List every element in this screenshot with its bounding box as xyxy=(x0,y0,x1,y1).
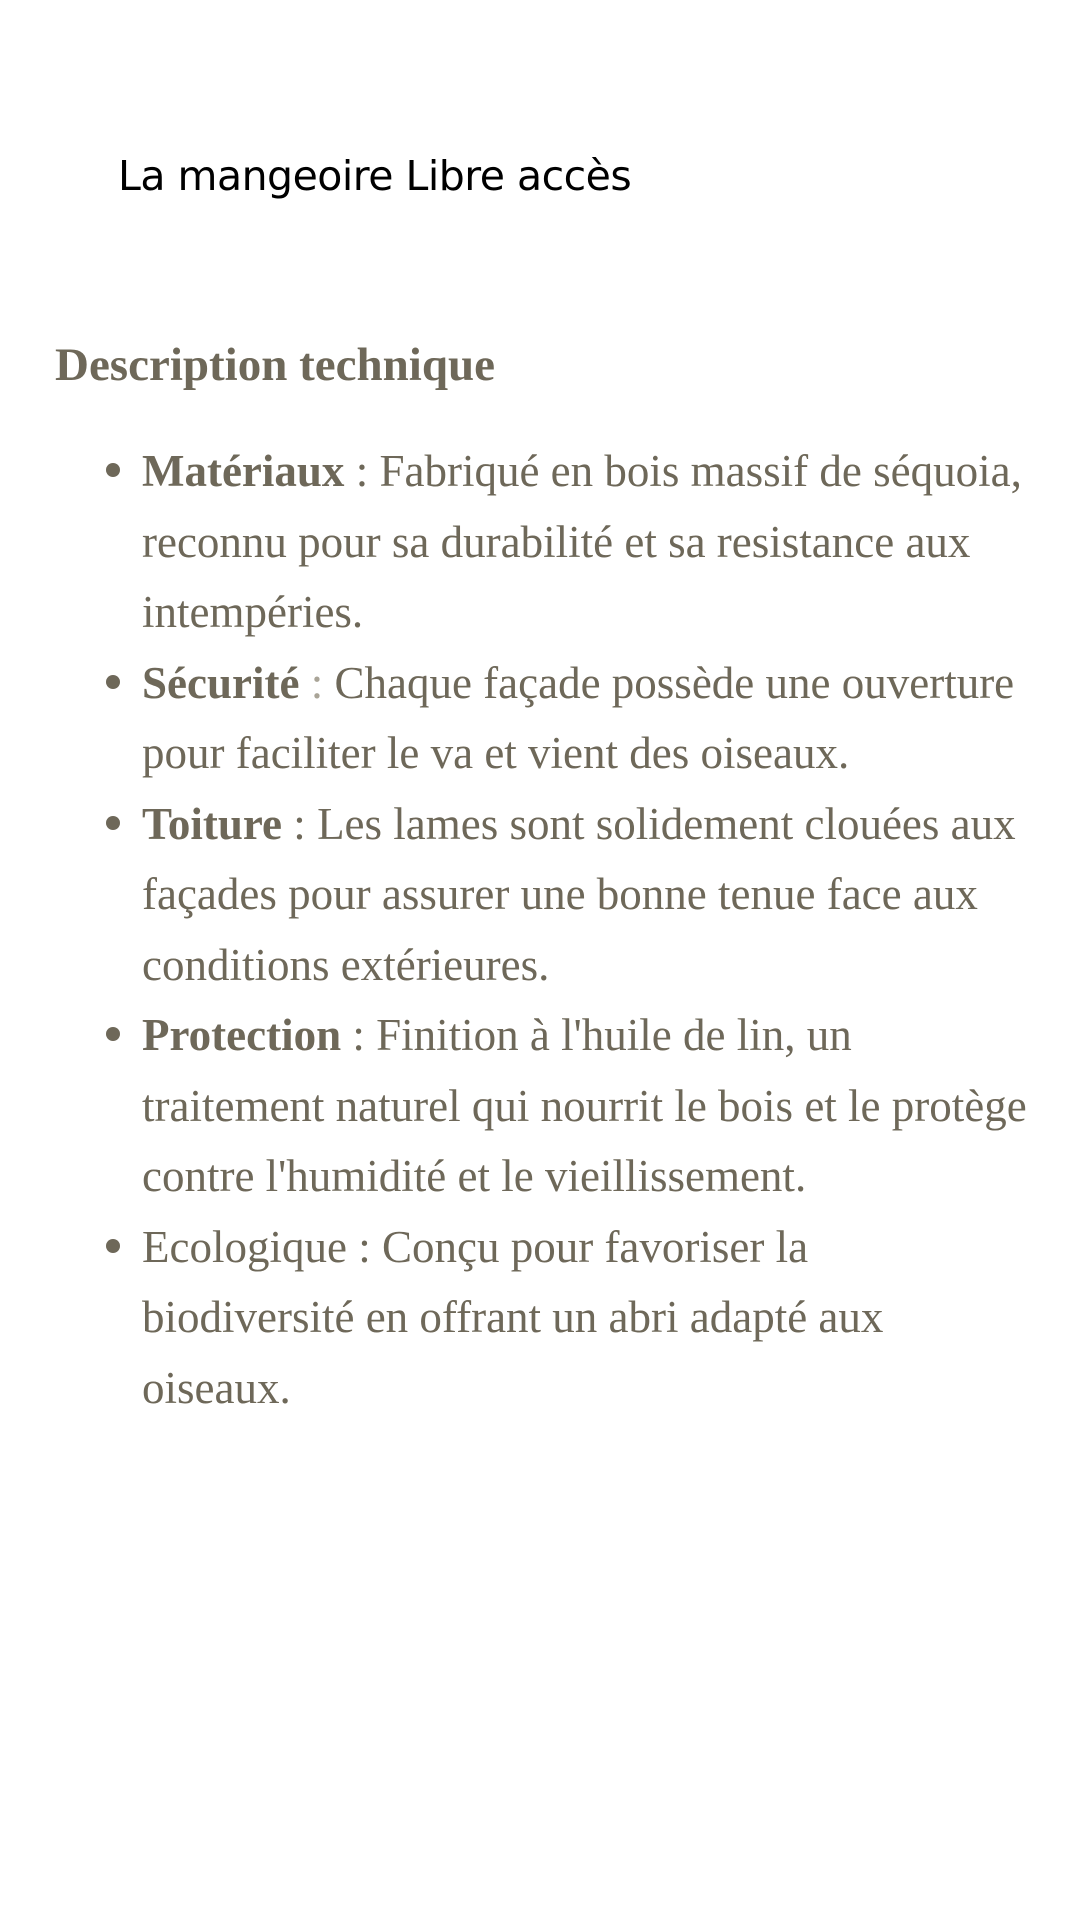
technical-spec-list xyxy=(0,436,1040,1423)
spec-separator: : xyxy=(346,1221,382,1272)
spec-text: Les lames sont solidement clouées aux façades pour assurer une bonne tenue face aux conditions extérieures. xyxy=(142,798,1016,990)
spec-item-securite xyxy=(0,648,1040,789)
spec-separator: : xyxy=(282,798,318,849)
spec-term: Toiture xyxy=(142,798,283,849)
spec-separator: : xyxy=(341,1010,377,1060)
spec-item-protection xyxy=(0,1000,1040,1212)
spec-item-materiaux xyxy=(0,436,1040,648)
spec-term: Protection xyxy=(142,1010,342,1060)
section-heading: Description technique xyxy=(55,339,495,391)
spec-text: Fabriqué en bois massif de séquoia, reconnu pour sa durabilité et sa resistance aux intempéries. xyxy=(142,446,1022,637)
spec-term: Sécurité xyxy=(142,657,300,708)
bullet-icon xyxy=(106,816,120,830)
spec-item-toiture xyxy=(0,789,1040,1001)
spec-term: Matériaux xyxy=(142,446,345,496)
bullet-icon xyxy=(106,463,120,477)
spec-separator: : xyxy=(299,657,335,708)
spec-term: Ecologique xyxy=(142,1221,347,1272)
bullet-icon xyxy=(106,1239,120,1253)
bullet-icon xyxy=(106,1027,120,1041)
spec-text: Chaque façade possède une ouverture pour faciliter le va et vient des oiseaux. xyxy=(142,657,1015,778)
bullet-icon xyxy=(106,675,120,689)
spec-text: Conçu pour favoriser la biodiversité en offrant un abri adapté aux oiseaux. xyxy=(142,1221,884,1413)
spec-separator: : xyxy=(344,446,380,496)
page-title: La mangeoire Libre accès xyxy=(118,152,632,200)
spec-item-ecologique xyxy=(0,1212,1040,1424)
spec-text: Finition à l'huile de lin, un traitement naturel qui nourrit le bois et le protège contre l'humidité et le vieillissement. xyxy=(142,1010,1027,1201)
